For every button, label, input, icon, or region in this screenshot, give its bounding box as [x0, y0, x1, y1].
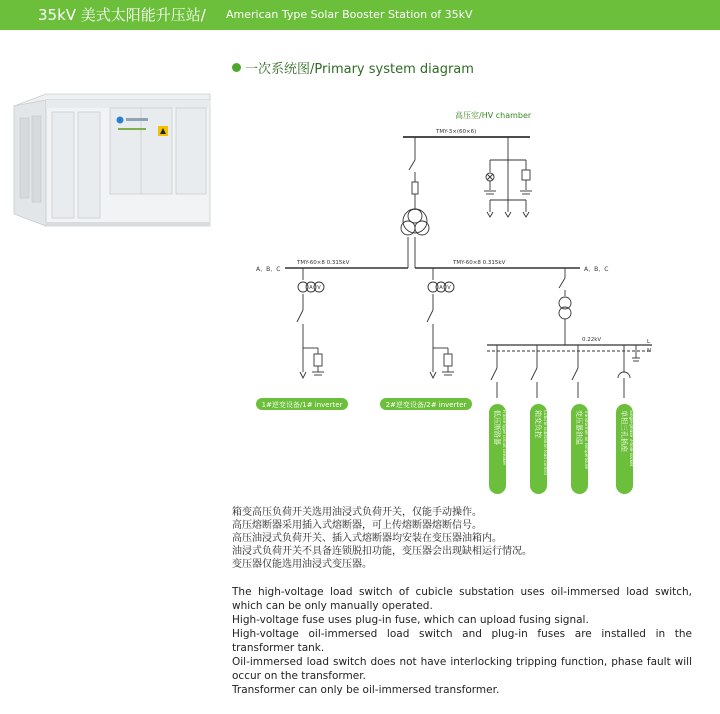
- phase-left-label: A、B、C: [256, 266, 281, 273]
- breaker-1-icon: [297, 310, 303, 322]
- aux-pill-oil-temp-cn: 变压器油温: [575, 410, 583, 445]
- bullet-dot-icon: [232, 63, 241, 72]
- header-bar: [0, 0, 720, 30]
- header-title-cn: 35kV 美式太阳能升压站/: [38, 6, 206, 24]
- aux-pill-load-control-en: Cubicle substation load control: [543, 410, 548, 475]
- section-title-text: 一次系统图/Primary system diagram: [245, 62, 474, 77]
- notes-english: [232, 585, 692, 697]
- note-en-line: High-voltage fuse uses plug-in fuse, which can upload fusing signal.: [232, 614, 589, 626]
- inverter-2-label: 2#逆变设备/2# inverter: [385, 401, 467, 409]
- aux-fuse-icon: [522, 170, 530, 180]
- meter-v-1: V: [317, 285, 321, 291]
- hv-chamber-label: 高压室/HV chamber: [455, 111, 532, 120]
- note-en-line: Oil-immersed load switch does not have interlocking tripping function, phase fault will occur on the transformer.: [232, 656, 692, 682]
- hv-load-switch-icon: [409, 160, 415, 170]
- aux-l-label: L: [647, 339, 651, 345]
- breaker-2-icon: [427, 310, 433, 322]
- transformer-icon: [401, 209, 429, 235]
- note-en-line: The high-voltage load switch of cubicle substation uses oil-immersed load switch, which can be only manually operated.: [232, 586, 692, 612]
- aux-pill-breaker-cn: 低压断路器: [493, 410, 501, 445]
- aux-n-label: N: [647, 348, 652, 354]
- phase-right-label: A、B、C: [584, 266, 609, 273]
- meter-a-2: A: [439, 285, 443, 291]
- meter-a-1: A: [309, 285, 313, 291]
- note-cn-line: 高压熔断器采用插入式熔断器，可上传熔断器熔断信号。: [232, 520, 482, 531]
- note-en-line: High-voltage oil-immersed load switch and plug-in fuses are installed in the transformer tank.: [232, 628, 692, 654]
- substation-product-image: [10, 86, 230, 236]
- aux-voltage-label: 0.22kV: [582, 337, 602, 343]
- note-en-line: Transformer can only be oil-immersed transformer.: [232, 684, 500, 696]
- section-title: [232, 58, 474, 77]
- meter-v-2: V: [447, 285, 451, 291]
- notes-chinese: [232, 506, 532, 571]
- aux-pill-breaker-en: Frame type circuit breaker: [502, 410, 507, 466]
- inverter-1-label: 1#逆变设备/1# inverter: [261, 401, 343, 409]
- note-cn-line: 油浸式负荷开关不具备连锁脱扣功能，变压器会出现缺相运行情况。: [232, 546, 532, 557]
- header-title-en: American Type Solar Booster Station of 35kV: [226, 8, 473, 21]
- hv-fuse-icon: [412, 182, 418, 194]
- aux-pill-oil-temp-en: Transformer oil temperature: [584, 410, 589, 469]
- busbar-top-label: TMY-3×(60×6): [436, 129, 477, 135]
- note-cn-line: 变压器仅能选用油浸式变压器。: [232, 559, 372, 570]
- primary-system-diagram: [246, 106, 666, 500]
- note-cn-line: 高压油浸式负荷开关、插入式熔断器均安装在变压器油箱内。: [232, 533, 502, 544]
- aux-pill-load-control-cn: 箱变负控: [534, 410, 542, 438]
- busbar-right-label: TMY-60×8 0.315kV: [453, 260, 506, 266]
- note-cn-line: 箱变高压负荷开关选用油浸式负荷开关，仅能手动操作。: [232, 507, 482, 518]
- aux-pill-socket-en: Single-phase 3-hole socket: [629, 410, 634, 467]
- socket-icon: [618, 372, 630, 378]
- aux-pill-socket-cn: 单相三孔插座: [620, 410, 628, 452]
- busbar-left-label: TMY-60×8 0.315kV: [297, 260, 350, 266]
